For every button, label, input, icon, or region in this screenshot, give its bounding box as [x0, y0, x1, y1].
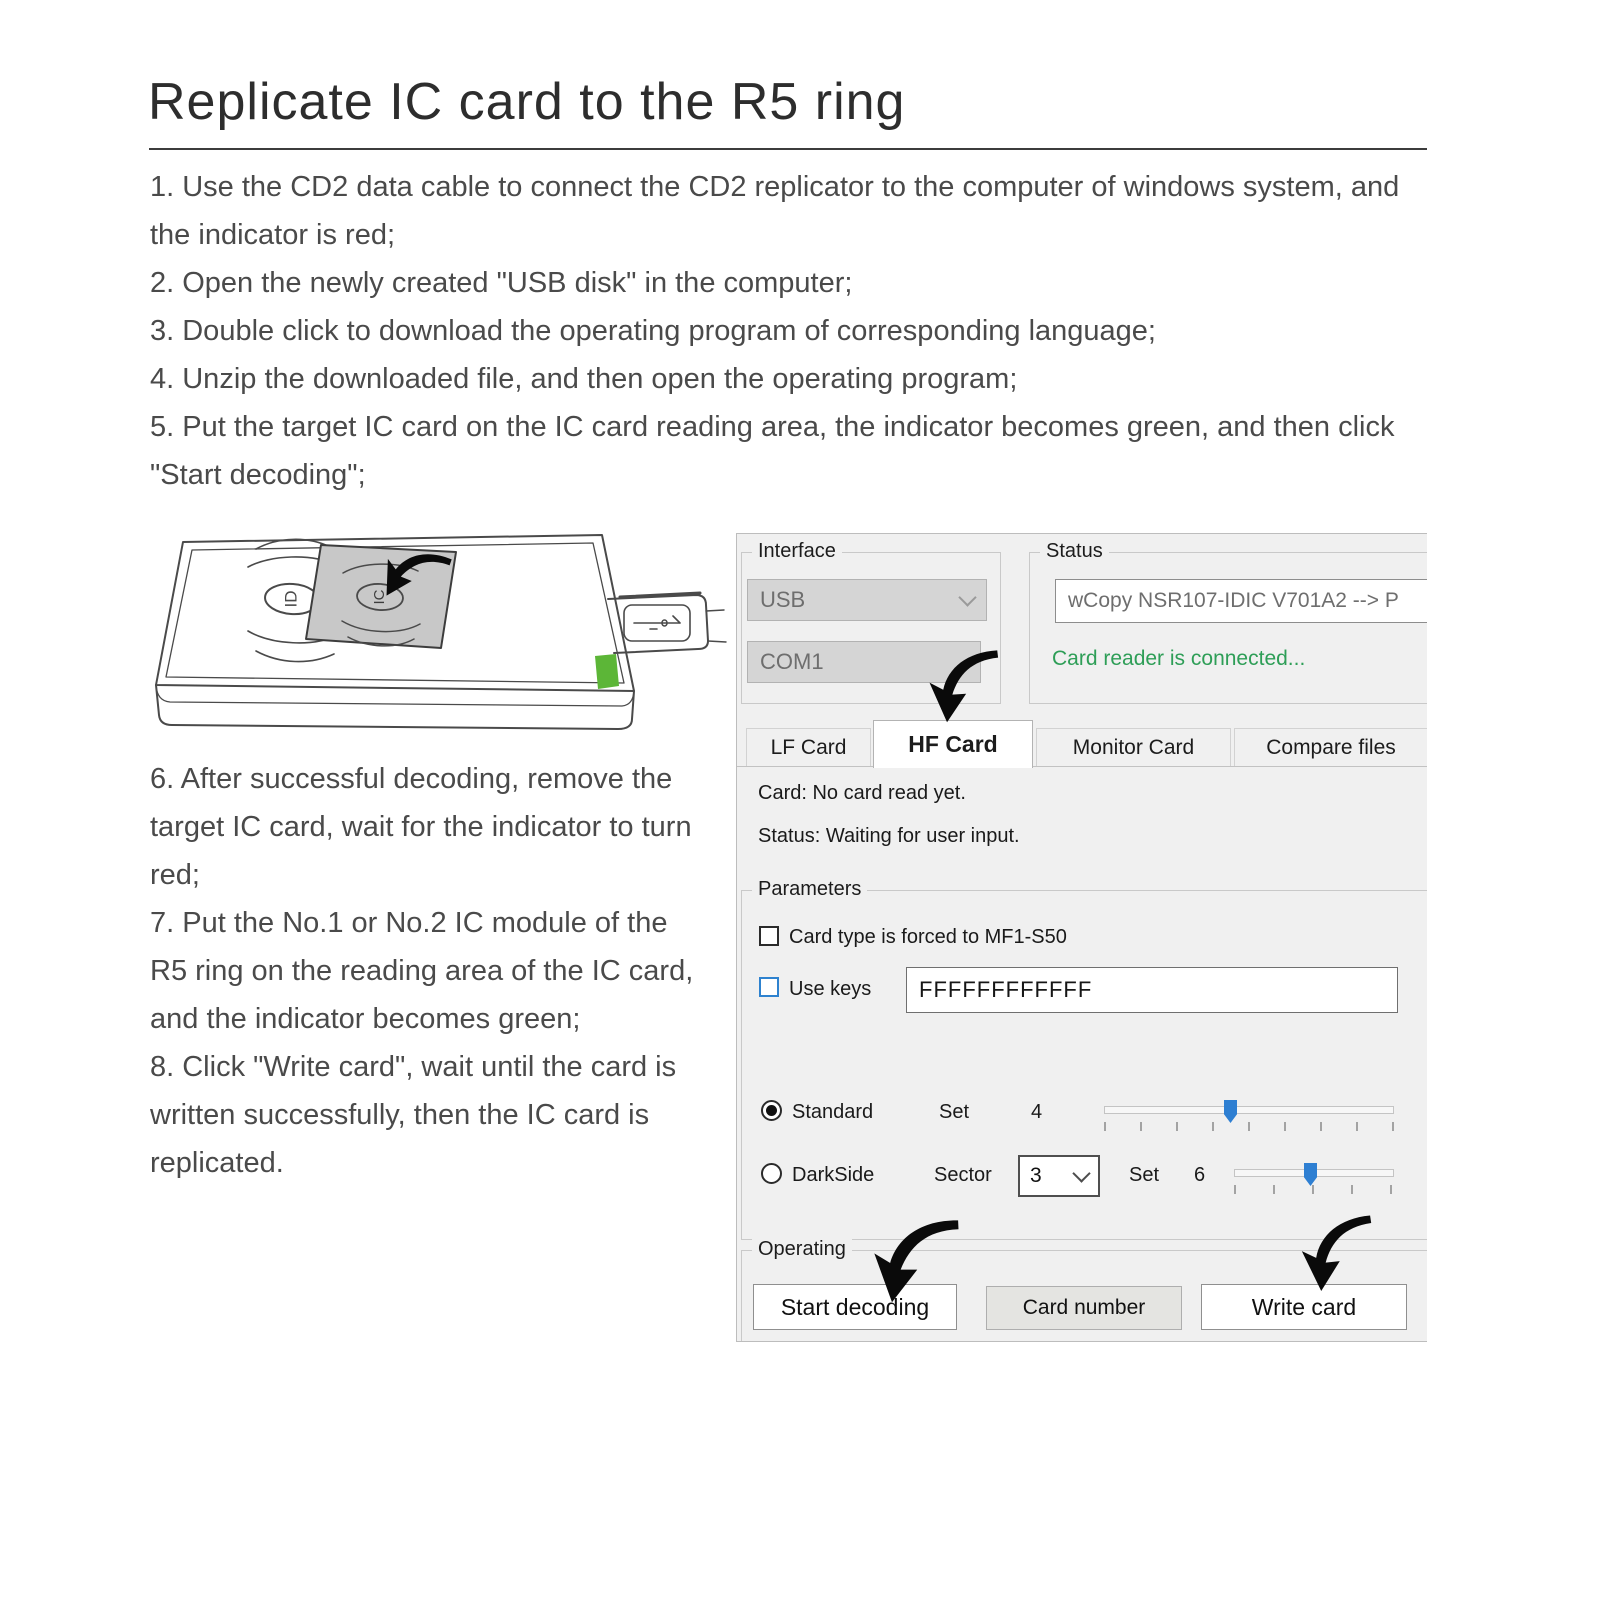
step-8: 8. Click "Write card", wait until the card is written successfully, then the IC card is replicated. — [150, 1051, 677, 1179]
sector-label: Sector — [934, 1164, 992, 1186]
tab-monitor-card-label: Monitor Card — [1072, 735, 1195, 759]
steps-6-8 — [150, 755, 708, 1187]
tab-compare-files[interactable] — [1234, 728, 1427, 766]
chevron-down-icon — [958, 588, 976, 606]
tabstrip-baseline — [737, 766, 1427, 767]
use-keys-checkbox[interactable] — [759, 977, 779, 997]
darkside-radio[interactable] — [761, 1163, 782, 1184]
pointer-arrow-start-decoding — [848, 1200, 963, 1312]
interface-usb-value: USB — [760, 587, 806, 612]
tab-hf-card-label: HF Card — [908, 731, 998, 757]
darkside-set-value: 6 — [1194, 1164, 1206, 1186]
step-7: 7. Put the No.1 or No.2 IC module of the R5 ring on the reading area of the IC card, and the indicator becomes green; — [150, 907, 694, 1035]
write-card-button-label: Write card — [1251, 1293, 1357, 1320]
card-number-button[interactable] — [986, 1286, 1182, 1330]
slider-track[interactable] — [1104, 1106, 1394, 1114]
sector-dropdown[interactable] — [1018, 1155, 1100, 1197]
page-title: Replicate IC card to the R5 ring — [148, 73, 906, 131]
step-4: 4. Unzip the downloaded file, and then open the operating program; — [150, 363, 1018, 395]
keys-input-value: FFFFFFFFFFFF — [919, 977, 1093, 1002]
darkside-radio-label: DarkSide — [792, 1164, 875, 1186]
operating-group-label: Operating — [752, 1238, 852, 1261]
status-group-label: Status — [1040, 540, 1109, 563]
sector-dropdown-value: 3 — [1030, 1164, 1042, 1187]
step-1: 1. Use the CD2 data cable to connect the CD2 replicator to the computer of windows system, and the indicator is red; — [150, 171, 1400, 251]
use-keys-checkbox-label: Use keys — [789, 978, 872, 1000]
status-connected-text: Card reader is connected... — [1052, 647, 1306, 670]
card-number-button-label: Card number — [1022, 1296, 1146, 1319]
status-field-value: wCopy NSR107-IDIC V701A2 --> P — [1068, 589, 1399, 612]
status-groupbox — [1029, 540, 1427, 704]
slider-thumb[interactable] — [1224, 1100, 1237, 1123]
status-info-line: Status: Waiting for user input. — [758, 825, 1020, 847]
step-5: 5. Put the target IC card on the IC card reading area, the indicator becomes green, and then click "Start decoding"; — [150, 411, 1395, 491]
step-2: 2. Open the newly created "USB disk" in the computer; — [150, 267, 853, 299]
usb-plug — [608, 593, 726, 653]
standard-radio-label: Standard — [792, 1101, 874, 1123]
slider-ticks — [1234, 1185, 1394, 1194]
tab-lf-card-label: LF Card — [770, 735, 847, 759]
card-type-checkbox-label: Card type is forced to MF1-S50 — [789, 926, 1067, 948]
step-6: 6. After successful decoding, remove the target IC card, wait for the indicator to turn red; — [150, 763, 692, 891]
slider-thumb[interactable] — [1304, 1163, 1317, 1186]
keys-input[interactable] — [906, 967, 1398, 1013]
parameters-group-label: Parameters — [752, 878, 867, 901]
standard-set-label: Set — [939, 1101, 970, 1123]
standard-radio[interactable] — [761, 1100, 782, 1121]
radio-selected-dot — [766, 1105, 777, 1116]
id-zone-label: ID — [281, 590, 301, 608]
interface-group-label: Interface — [752, 540, 842, 563]
tab-compare-files-label: Compare files — [1266, 735, 1396, 759]
interface-com-value: COM1 — [760, 649, 824, 674]
card-type-checkbox[interactable] — [759, 926, 779, 946]
standard-set-slider[interactable] — [1104, 1106, 1394, 1132]
device-illustration — [140, 515, 752, 763]
slider-ticks — [1104, 1122, 1394, 1131]
darkside-set-slider[interactable] — [1234, 1169, 1394, 1195]
ic-zone-label: IC — [370, 589, 388, 605]
chevron-down-icon — [1072, 1164, 1090, 1182]
pointer-arrow-hf-card-tab — [911, 632, 1000, 734]
pointer-arrow-write-card — [1285, 1200, 1373, 1300]
tab-monitor-card[interactable] — [1036, 728, 1231, 766]
interface-usb-dropdown[interactable] — [747, 579, 987, 621]
step-3: 3. Double click to download the operating program of corresponding language; — [150, 315, 1156, 347]
steps-1-5 — [150, 163, 1435, 499]
title-rule — [149, 148, 1427, 150]
standard-set-value: 4 — [1031, 1101, 1043, 1123]
darkside-set-label: Set — [1129, 1164, 1160, 1186]
card-info-line: Card: No card read yet. — [758, 782, 966, 804]
start-decoding-button-label: Start decoding — [780, 1293, 930, 1320]
green-led — [595, 654, 619, 689]
tab-lf-card[interactable] — [746, 728, 871, 766]
status-field[interactable] — [1055, 579, 1427, 623]
